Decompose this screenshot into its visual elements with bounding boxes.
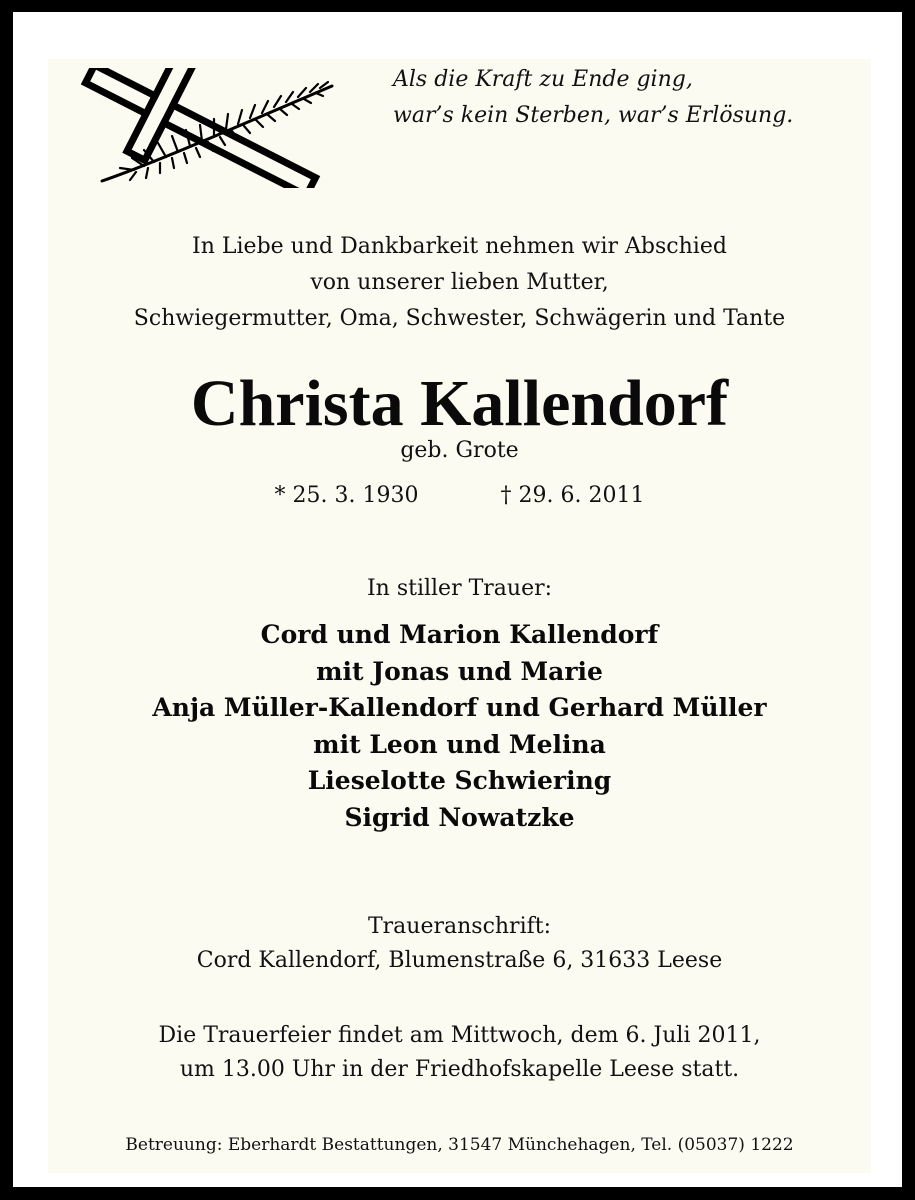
deceased-born-name: geb. Grote [400, 438, 519, 463]
quote-line: war’s kein Sterben, war’s Erlösung. [393, 103, 794, 128]
intro-line: von unserer lieben Mutter, [310, 270, 609, 295]
mourner-line: mit Jonas und Marie [316, 656, 603, 686]
mourning-label: In stiller Trauer: [366, 576, 553, 601]
mourner-line: mit Leon und Melina [313, 729, 606, 759]
death-date: † 29. 6. 2011 [500, 483, 645, 508]
deceased-name: Christa Kallendorf [190, 367, 729, 440]
mourner-line: Cord und Marion Kallendorf [260, 620, 659, 649]
birth-date: * 25. 3. 1930 [274, 483, 419, 508]
obituary-quote [393, 62, 863, 134]
mourning-address [48, 910, 871, 978]
quote-line: Als die Kraft zu Ende ging, [393, 67, 693, 92]
mourner-line: Lieselotte Schwiering [307, 766, 612, 795]
mourner-line: Sigrid Nowatzke [344, 802, 575, 832]
address-value: Cord Kallendorf, Blumenstraße 6, 31633 Leese [196, 948, 723, 973]
obituary-background [48, 59, 871, 1173]
intro-line: In Liebe und Dankbarkeit nehmen wir Abschied [192, 234, 727, 259]
cross-with-palm-branch-icon [74, 68, 334, 188]
address-label: Traueranschrift: [367, 914, 552, 939]
funeral-notice [48, 1019, 871, 1087]
mourner-line: Anja Müller-Kallendorf und Gerhard Müller [152, 693, 767, 722]
ceremony-line: Die Trauerfeier findet am Mittwoch, dem 6. Juli 2011, [158, 1023, 761, 1048]
deceased-dates [48, 480, 871, 512]
intro-line: Schwiegermutter, Oma, Schwester, Schwägerin und Tante [133, 306, 786, 331]
mourners-list [48, 617, 871, 836]
undertaker-credit: Betreuung: Eberhardt Bestattungen, 31547 Münchehagen, Tel. (05037) 1222 [125, 1135, 794, 1155]
ceremony-line: um 13.00 Uhr in der Friedhofskapelle Leese statt. [179, 1057, 740, 1082]
obituary-intro [48, 229, 871, 337]
obituary-card [13, 12, 902, 1187]
